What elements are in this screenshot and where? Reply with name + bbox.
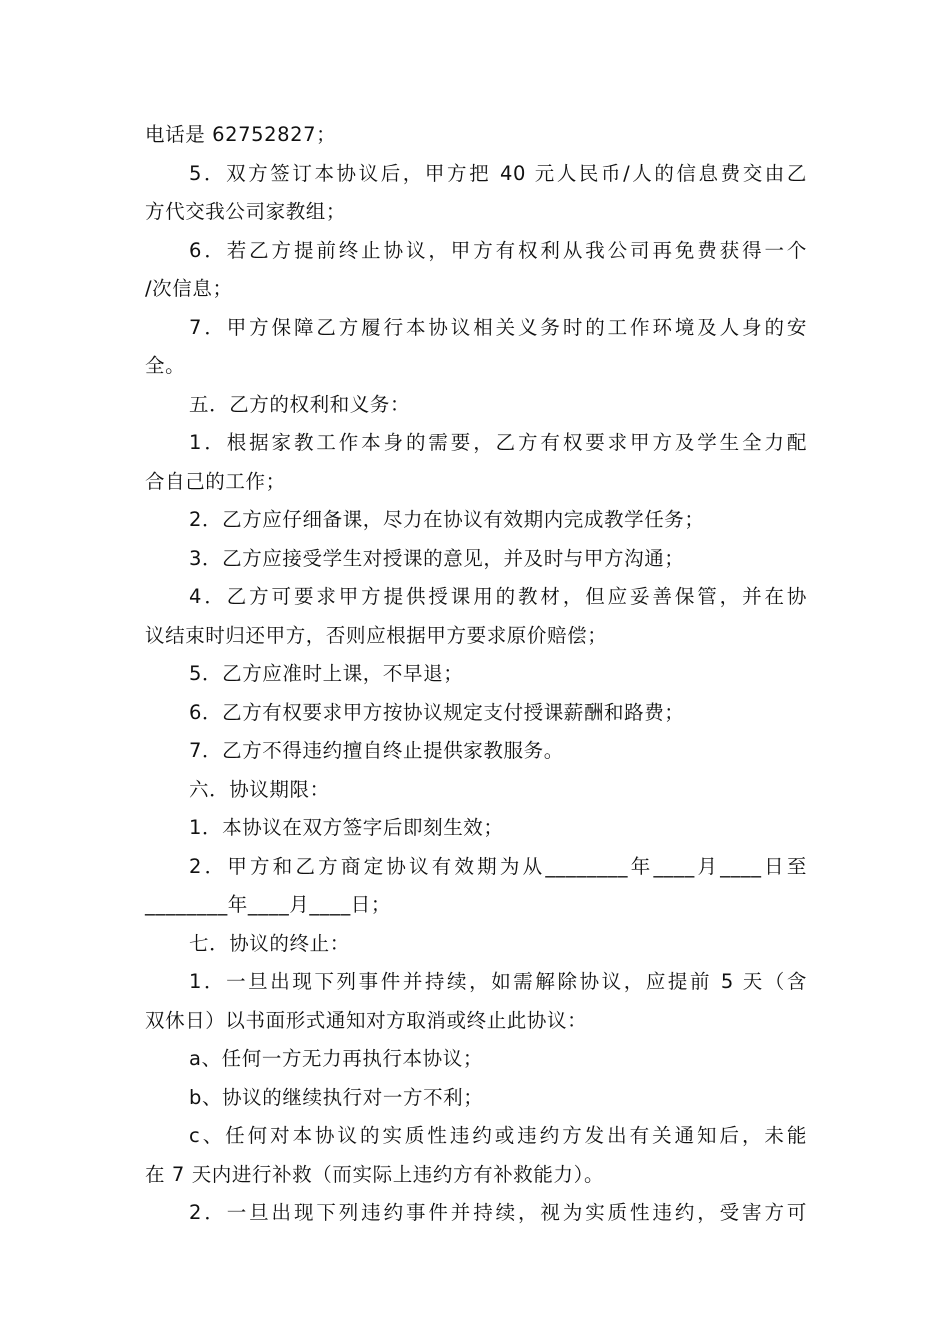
text-line: a、任何一方无力再执行本协议； xyxy=(189,1047,483,1070)
document-body xyxy=(145,116,807,1233)
text-line: 在 7 天内进行补救（而实际上违约方有补救能力）。 xyxy=(145,1162,605,1186)
text-line: 6．若乙方提前终止协议，甲方有权利从我公司再免费获得一个 xyxy=(189,238,807,262)
text-line: b、协议的继续执行对一方不利； xyxy=(189,1085,484,1109)
text-line: 双休日）以书面形式通知对方取消或终止此协议： xyxy=(145,1008,588,1032)
text-line: 5．乙方应准时上课，不早退； xyxy=(189,662,464,685)
text-line: 1．根据家教工作本身的需要，乙方有权要求甲方及学生全力配 xyxy=(189,431,807,454)
text-line: 2．一旦出现下列违约事件并持续，视为实质性违约，受害方可 xyxy=(189,1201,807,1224)
text-line: 6．乙方有权要求甲方按协议规定支付授课薪酬和路费； xyxy=(189,700,685,724)
text-line: 7．甲方保障乙方履行本协议相关义务时的工作环境及人身的安 xyxy=(189,315,807,339)
text-line: /次信息； xyxy=(145,277,233,300)
text-line: 7．乙方不得违约擅自终止提供家教服务。 xyxy=(189,739,564,762)
section-heading: 六．协议期限： xyxy=(189,777,330,801)
text-line: 电话是 62752827； xyxy=(145,123,337,146)
text-line: 5．双方签订本协议后，甲方把 40 元人民币/人的信息费交由乙 xyxy=(189,161,807,185)
text-line: 2．甲方和乙方商定协议有效期为从________年____月____日至 xyxy=(189,854,807,878)
text-line: 全。 xyxy=(145,354,186,377)
text-line: 3．乙方应接受学生对授课的意见，并及时与甲方沟通； xyxy=(189,546,685,570)
section-heading: 七．协议的终止： xyxy=(189,931,350,955)
text-line: 2．乙方应仔细备课，尽力在协议有效期内完成教学任务； xyxy=(189,508,705,531)
section-heading: 五．乙方的权利和义务： xyxy=(189,392,411,416)
text-line: 1．一旦出现下列事件并持续，如需解除协议，应提前 5 天（含 xyxy=(189,970,807,993)
text-line: 议结束时归还甲方，否则应根据甲方要求原价赔偿； xyxy=(145,623,608,647)
text-line: ________年____月____日； xyxy=(145,893,391,916)
text-line: 1．本协议在双方签字后即刻生效； xyxy=(189,816,504,839)
text-line: c、任何对本协议的实质性违约或违约方发出有关通知后，未能 xyxy=(189,1124,807,1147)
text-line: 方代交我公司家教组； xyxy=(145,200,347,223)
text-line: 4．乙方可要求甲方提供授课用的教材，但应妥善保管，并在协 xyxy=(189,585,807,608)
text-line: 合自己的工作； xyxy=(145,469,286,493)
